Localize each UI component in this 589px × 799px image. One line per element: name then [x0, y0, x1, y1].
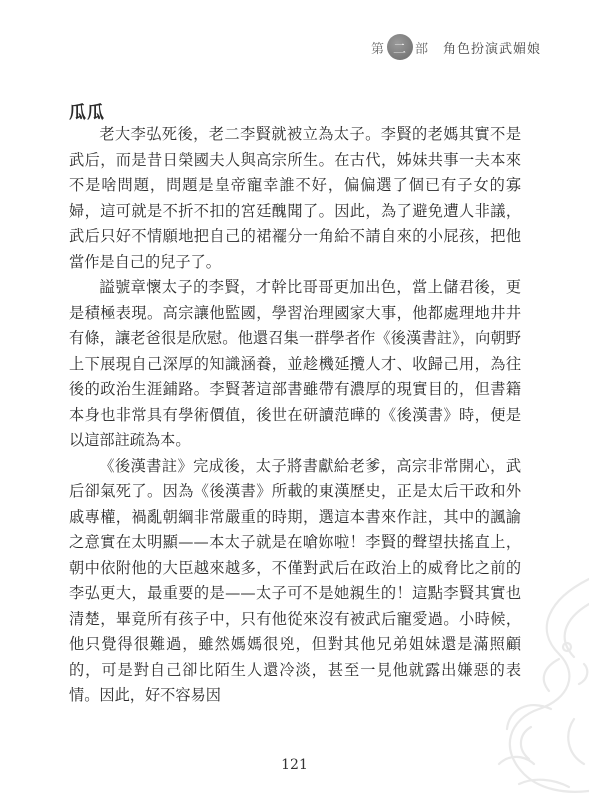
book-section-title: 角色扮演武媚娘 — [442, 41, 541, 57]
part-suffix: 部 — [414, 41, 429, 57]
paragraph-2: 謚號章懷太子的李賢，才幹比哥哥更加出色，當上儲君後，更是積極表現。高宗讓他監國，學習治理國家大事，他都處理地井井有條，讓老爸很是欣慰。他還召集一群學者作《後漢書註》，向朝野上下展現自己深厚的知識涵養，並趁機延攬人才、收歸己用，為往後的政治生涯鋪路。李賢著這部書雖帶有濃厚的現實目的，但書籍本身也非常具有學術價值，後世在研讀范曄的《後漢書》時，便是以這部註疏為本。 — [69, 278, 521, 449]
part-number-badge: 二 — [387, 34, 413, 60]
paragraph-1: 老大李弘死後，老二李賢就被立為太子。李賢的老媽其實不是武后，而是昔日榮國夫人與高宗所生。在古代，姊妹共事一夫本來不是啥問題，問題是皇帝寵幸誰不好，偏偏選了個已有子女的寡婦，這可就是不折不扣的宮廷醜聞了。因此，為了避免遭人非議，武后只好不情願地把自己的裙襬分一角給不請自來的小屁孩，把他當作是自己的兒子了。 — [69, 125, 521, 271]
section-title: 瓜瓜 — [69, 103, 105, 123]
running-header — [371, 34, 541, 60]
part-prefix: 第 — [370, 41, 385, 57]
paragraph-3: 《後漢書註》完成後，太子將書獻給老爹，高宗非常開心，武后卻氣死了。因為《後漢書》所載的東漢歷史，正是太后干政和外戚專權，禍亂朝綱非常嚴重的時期，選這本書來作註，其中的諷諭之意實在太明顯——本太子就是在嗆妳啦！李賢的聲望扶搖直上，朝中依附他的大臣越來越多，不僅對武后在政治上的威脅比之前的李弘更大，最重要的是——太子可不是她親生的！這點李賢其實也清楚，畢竟所有孩子中，只有他從來沒有被武后寵愛過。小時候，他只覺得很難過，雖然媽媽很兇，但對其他兄弟姐妹還是滿照顧的，可是對自己卻比陌生人還冷淡，甚至一見他就露出嫌惡的表情。因此，好不容易因 — [69, 456, 521, 704]
page-number: 121 — [281, 757, 308, 773]
